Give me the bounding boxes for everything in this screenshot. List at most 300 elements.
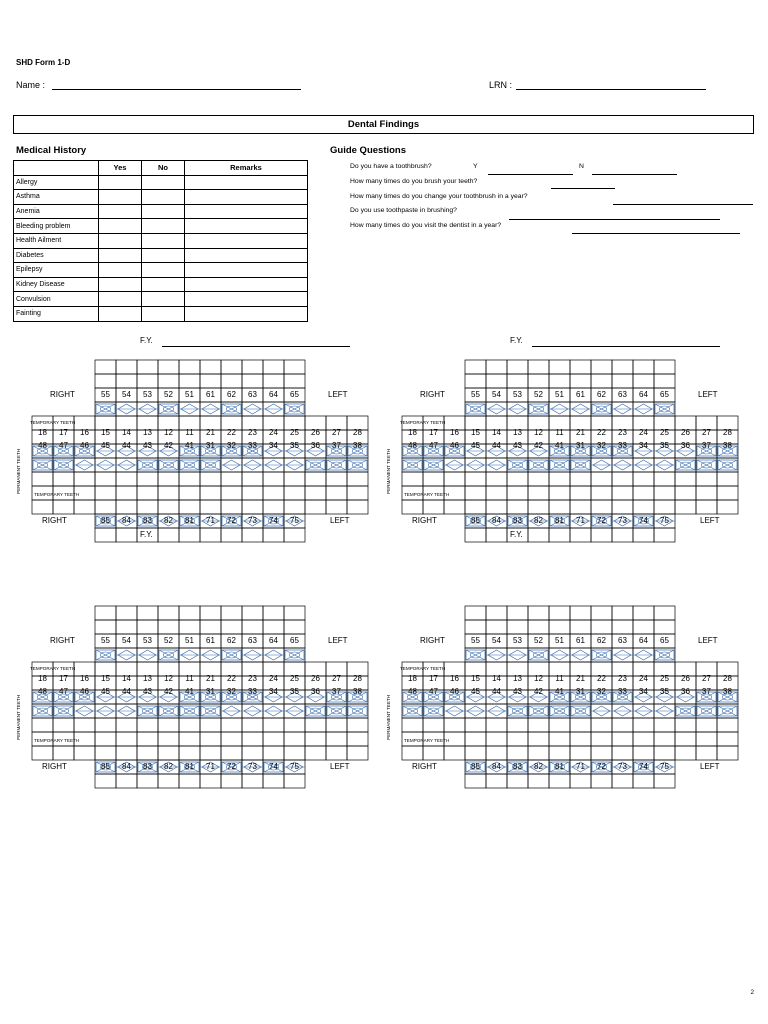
remarks-cell[interactable] <box>185 175 308 190</box>
tooth-number: 46 <box>450 441 459 450</box>
tooth-number: 28 <box>723 428 732 437</box>
tooth-number: 52 <box>164 636 173 645</box>
tooth-symbol[interactable] <box>159 706 178 716</box>
table-row <box>14 204 308 219</box>
tooth-number: 11 <box>555 428 564 437</box>
no-cell[interactable] <box>142 190 185 205</box>
condition-label: Epilepsy <box>14 263 99 278</box>
tooth-number: 11 <box>555 674 564 683</box>
tooth-number: 13 <box>513 428 522 437</box>
tooth-number: 21 <box>206 428 215 437</box>
tooth-number: 52 <box>534 636 543 645</box>
blank-header <box>14 161 99 176</box>
tooth-number: 71 <box>206 516 215 525</box>
question-dentist-visits: How many times do you visit the dentist in a year? <box>350 222 502 229</box>
tooth-symbol[interactable] <box>654 706 675 716</box>
condition-label: Asthma <box>14 190 99 205</box>
tooth-symbol[interactable] <box>633 404 654 414</box>
tooth-number: 85 <box>101 762 110 771</box>
tooth-number: 41 <box>555 687 564 696</box>
tooth-number: 33 <box>618 687 627 696</box>
tooth-symbol[interactable] <box>96 404 115 414</box>
tooth-symbol[interactable] <box>591 460 612 470</box>
tooth-symbol[interactable] <box>285 404 304 414</box>
tooth-symbol[interactable] <box>486 650 507 660</box>
tooth-symbol[interactable] <box>697 706 716 716</box>
tooth-symbol[interactable] <box>571 460 590 470</box>
tooth-symbol[interactable] <box>697 460 716 470</box>
tooth-number: 18 <box>408 674 417 683</box>
tooth-number: 73 <box>248 762 257 771</box>
tooth-number: 35 <box>290 687 299 696</box>
tooth-symbol[interactable] <box>327 460 346 470</box>
tooth-number: 63 <box>618 390 627 399</box>
no-cell[interactable] <box>142 219 185 234</box>
right-label: RIGHT <box>412 516 437 525</box>
tooth-number: 53 <box>513 636 522 645</box>
tooth-symbol[interactable] <box>403 706 422 716</box>
tooth-symbol[interactable] <box>138 460 157 470</box>
table-row <box>14 248 308 263</box>
yes-cell[interactable] <box>99 175 142 190</box>
brush-frequency-field[interactable] <box>551 188 615 189</box>
tooth-number: 51 <box>185 636 194 645</box>
tooth-number: 46 <box>80 441 89 450</box>
tooth-number: 23 <box>618 428 627 437</box>
temporary-teeth-label: TEMPORARY TEETH <box>34 492 80 497</box>
dental-chart-1 <box>10 332 370 562</box>
tooth-symbol[interactable] <box>676 460 695 470</box>
remarks-cell[interactable] <box>185 277 308 292</box>
tooth-symbol[interactable] <box>159 650 178 660</box>
tooth-symbol[interactable] <box>201 460 220 470</box>
tooth-number: 38 <box>723 687 732 696</box>
tooth-number: 14 <box>492 428 501 437</box>
right-label: RIGHT <box>420 390 445 399</box>
remarks-cell[interactable] <box>185 233 308 248</box>
tooth-symbol[interactable] <box>284 706 305 716</box>
tooth-symbol[interactable] <box>612 460 633 470</box>
no-cell[interactable] <box>142 306 185 321</box>
tooth-number: 16 <box>80 674 89 683</box>
tooth-number: 31 <box>206 441 215 450</box>
permanent-teeth-label: PERMANENT TEETH <box>16 694 21 740</box>
tooth-number: 82 <box>164 762 173 771</box>
tooth-symbol[interactable] <box>200 650 221 660</box>
tooth-symbol[interactable] <box>348 706 367 716</box>
tooth-symbol[interactable] <box>74 706 95 716</box>
no-cell[interactable] <box>142 248 185 263</box>
tooth-symbol[interactable] <box>508 460 527 470</box>
tooth-number: 15 <box>101 428 110 437</box>
tooth-symbol[interactable] <box>33 706 52 716</box>
tooth-symbol[interactable] <box>549 650 570 660</box>
tooth-number: 16 <box>450 674 459 683</box>
tooth-symbol[interactable] <box>327 706 346 716</box>
tooth-number: 33 <box>248 687 257 696</box>
tooth-symbol[interactable] <box>222 404 241 414</box>
tooth-number: 45 <box>471 687 480 696</box>
tooth-symbol[interactable] <box>242 460 263 470</box>
dental-chart-4 <box>380 578 740 808</box>
condition-label: Convulsion <box>14 292 99 307</box>
remarks-cell[interactable] <box>185 204 308 219</box>
tooth-number: 74 <box>269 762 278 771</box>
tooth-symbol[interactable] <box>159 460 178 470</box>
tooth-symbol[interactable] <box>592 650 611 660</box>
tooth-symbol[interactable] <box>424 460 443 470</box>
tooth-symbol[interactable] <box>633 460 654 470</box>
remarks-cell[interactable] <box>185 306 308 321</box>
tooth-number: 55 <box>101 390 110 399</box>
tooth-number: 84 <box>122 516 131 525</box>
no-cell[interactable] <box>142 263 185 278</box>
tooth-number: 81 <box>185 516 194 525</box>
tooth-symbol[interactable] <box>486 706 507 716</box>
tooth-number: 64 <box>639 390 648 399</box>
tooth-symbol[interactable] <box>116 706 137 716</box>
tooth-number: 48 <box>38 687 47 696</box>
question-toothpaste: Do you use toothpaste in brushing? <box>350 207 457 214</box>
tooth-symbol[interactable] <box>242 650 263 660</box>
tooth-symbol[interactable] <box>507 404 528 414</box>
tooth-symbol[interactable] <box>571 706 590 716</box>
tooth-symbol[interactable] <box>633 706 654 716</box>
tooth-symbol[interactable] <box>570 404 591 414</box>
tooth-symbol[interactable] <box>306 460 325 470</box>
tooth-number: 65 <box>290 390 299 399</box>
condition-label: Allergy <box>14 175 99 190</box>
tooth-number: 72 <box>597 516 606 525</box>
tooth-symbol[interactable] <box>549 404 570 414</box>
tooth-symbol[interactable] <box>570 650 591 660</box>
tooth-symbol[interactable] <box>116 650 137 660</box>
tooth-symbol[interactable] <box>508 706 527 716</box>
tooth-symbol[interactable] <box>138 706 157 716</box>
tooth-number: 42 <box>534 441 543 450</box>
yes-cell[interactable] <box>99 204 142 219</box>
tooth-symbol[interactable] <box>95 706 116 716</box>
lrn-field[interactable] <box>516 89 706 90</box>
tooth-symbol[interactable] <box>54 706 73 716</box>
fy-label: F.Y. <box>140 530 153 539</box>
yes-answer-field[interactable] <box>488 174 573 175</box>
tooth-symbol[interactable] <box>201 706 220 716</box>
change-toothbrush-field[interactable] <box>613 204 753 205</box>
no-answer-field[interactable] <box>592 174 677 175</box>
yes-cell[interactable] <box>99 190 142 205</box>
tooth-symbol[interactable] <box>116 460 137 470</box>
condition-label: Anemia <box>14 204 99 219</box>
yes-header: Yes <box>99 161 142 176</box>
tooth-symbol[interactable] <box>718 706 737 716</box>
tooth-number: 31 <box>576 687 585 696</box>
tooth-symbol[interactable] <box>507 650 528 660</box>
tooth-number: 14 <box>492 674 501 683</box>
tooth-symbol[interactable] <box>466 650 485 660</box>
tooth-number: 23 <box>248 674 257 683</box>
tooth-number: 24 <box>639 674 648 683</box>
tooth-symbol[interactable] <box>200 404 221 414</box>
tooth-number: 23 <box>248 428 257 437</box>
no-cell[interactable] <box>142 277 185 292</box>
tooth-number: 64 <box>269 636 278 645</box>
remarks-cell[interactable] <box>185 248 308 263</box>
tooth-number: 47 <box>429 687 438 696</box>
remarks-cell[interactable] <box>185 292 308 307</box>
tooth-number: 71 <box>576 762 585 771</box>
tooth-symbol[interactable] <box>403 460 422 470</box>
tooth-symbol[interactable] <box>676 706 695 716</box>
tooth-number: 45 <box>101 687 110 696</box>
tooth-number: 38 <box>353 441 362 450</box>
yes-option-label: Y <box>473 163 478 170</box>
tooth-symbol[interactable] <box>179 650 200 660</box>
remarks-header: Remarks <box>185 161 308 176</box>
tooth-number: 34 <box>269 687 278 696</box>
tooth-number: 21 <box>576 674 585 683</box>
tooth-number: 13 <box>143 674 152 683</box>
tooth-number: 41 <box>185 441 194 450</box>
tooth-symbol[interactable] <box>54 460 73 470</box>
tooth-symbol[interactable] <box>529 404 548 414</box>
tooth-symbol[interactable] <box>612 706 633 716</box>
tooth-number: 83 <box>513 516 522 525</box>
tooth-symbol[interactable] <box>424 706 443 716</box>
temporary-teeth-label: TEMPORARY TEETH <box>30 420 76 425</box>
tooth-symbol[interactable] <box>95 460 116 470</box>
tooth-number: 84 <box>122 762 131 771</box>
tooth-number: 63 <box>248 636 257 645</box>
tooth-number: 52 <box>534 390 543 399</box>
tooth-number: 42 <box>164 687 173 696</box>
tooth-symbol[interactable] <box>306 706 325 716</box>
tooth-symbol[interactable] <box>612 650 633 660</box>
yes-cell[interactable] <box>99 263 142 278</box>
yes-cell[interactable] <box>99 248 142 263</box>
tooth-number: 83 <box>513 762 522 771</box>
left-label: LEFT <box>330 516 350 525</box>
condition-label: Kidney Disease <box>14 277 99 292</box>
yes-cell[interactable] <box>99 233 142 248</box>
tooth-number: 54 <box>492 390 501 399</box>
tooth-number: 18 <box>408 428 417 437</box>
tooth-symbol[interactable] <box>137 404 158 414</box>
tooth-number: 48 <box>408 687 417 696</box>
tooth-number: 15 <box>101 674 110 683</box>
tooth-number: 42 <box>534 687 543 696</box>
tooth-symbol[interactable] <box>74 460 95 470</box>
tooth-number: 74 <box>269 516 278 525</box>
tooth-symbol[interactable] <box>116 404 137 414</box>
tooth-number: 44 <box>492 441 501 450</box>
tooth-number: 22 <box>597 428 606 437</box>
tooth-symbol[interactable] <box>592 404 611 414</box>
tooth-number: 75 <box>290 516 299 525</box>
yes-cell[interactable] <box>99 292 142 307</box>
tooth-number: 34 <box>639 441 648 450</box>
tooth-symbol[interactable] <box>263 706 284 716</box>
no-cell[interactable] <box>142 292 185 307</box>
tooth-number: 24 <box>639 428 648 437</box>
dentist-visits-field[interactable] <box>572 233 740 234</box>
tooth-number: 85 <box>471 762 480 771</box>
tooth-number: 32 <box>597 687 606 696</box>
tooth-symbol[interactable] <box>444 706 465 716</box>
tooth-symbol[interactable] <box>591 706 612 716</box>
tooth-symbol[interactable] <box>242 404 263 414</box>
tooth-symbol[interactable] <box>33 460 52 470</box>
tooth-symbol[interactable] <box>137 650 158 660</box>
left-label: LEFT <box>700 762 720 771</box>
tooth-symbol[interactable] <box>718 460 737 470</box>
tooth-number: 63 <box>248 390 257 399</box>
lrn-label: LRN : <box>489 80 513 90</box>
tooth-number: 51 <box>185 390 194 399</box>
tooth-symbol[interactable] <box>465 460 486 470</box>
tooth-number: 33 <box>248 441 257 450</box>
tooth-number: 35 <box>660 687 669 696</box>
tooth-symbol[interactable] <box>285 650 304 660</box>
tooth-symbol[interactable] <box>550 460 569 470</box>
remarks-cell[interactable] <box>185 190 308 205</box>
tooth-symbol[interactable] <box>180 706 199 716</box>
tooth-number: 37 <box>332 441 341 450</box>
tooth-symbol[interactable] <box>242 706 263 716</box>
tooth-number: 65 <box>660 390 669 399</box>
tooth-number: 44 <box>122 441 131 450</box>
tooth-number: 37 <box>702 441 711 450</box>
tooth-symbol[interactable] <box>486 460 507 470</box>
tooth-number: 41 <box>555 441 564 450</box>
tooth-number: 62 <box>227 390 236 399</box>
tooth-number: 31 <box>576 441 585 450</box>
tooth-symbol[interactable] <box>655 650 674 660</box>
tooth-symbol[interactable] <box>466 404 485 414</box>
yes-cell[interactable] <box>99 306 142 321</box>
yes-cell[interactable] <box>99 277 142 292</box>
tooth-number: 47 <box>429 441 438 450</box>
right-label: RIGHT <box>50 636 75 645</box>
tooth-number: 84 <box>492 762 501 771</box>
medical-history-title: Medical History <box>16 145 87 156</box>
tooth-symbol[interactable] <box>444 460 465 470</box>
right-label: RIGHT <box>42 516 67 525</box>
tooth-number: 27 <box>702 428 711 437</box>
tooth-symbol[interactable] <box>159 404 178 414</box>
tooth-symbol[interactable] <box>655 404 674 414</box>
tooth-symbol[interactable] <box>612 404 633 414</box>
table-row <box>14 277 308 292</box>
no-cell[interactable] <box>142 175 185 190</box>
fy-field[interactable] <box>162 346 350 347</box>
tooth-number: 46 <box>80 687 89 696</box>
tooth-symbol[interactable] <box>654 460 675 470</box>
tooth-symbol[interactable] <box>529 650 548 660</box>
tooth-symbol[interactable] <box>222 650 241 660</box>
tooth-symbol[interactable] <box>529 706 548 716</box>
tooth-number: 47 <box>59 687 68 696</box>
remarks-cell[interactable] <box>185 263 308 278</box>
left-label: LEFT <box>328 390 348 399</box>
tooth-number: 75 <box>290 762 299 771</box>
fy-field[interactable] <box>532 346 720 347</box>
tooth-symbol[interactable] <box>263 460 284 470</box>
tooth-symbol[interactable] <box>263 404 284 414</box>
tooth-symbol[interactable] <box>221 706 242 716</box>
tooth-number: 12 <box>164 674 173 683</box>
condition-label: Diabetes <box>14 248 99 263</box>
tooth-symbol[interactable] <box>180 460 199 470</box>
tooth-number: 41 <box>185 687 194 696</box>
tooth-number: 83 <box>143 762 152 771</box>
tooth-symbol[interactable] <box>486 404 507 414</box>
yes-cell[interactable] <box>99 219 142 234</box>
tooth-number: 53 <box>513 390 522 399</box>
tooth-number: 45 <box>101 441 110 450</box>
remarks-cell[interactable] <box>185 219 308 234</box>
tooth-number: 43 <box>513 441 522 450</box>
tooth-number: 43 <box>513 687 522 696</box>
tooth-number: 17 <box>59 674 68 683</box>
tooth-number: 81 <box>555 762 564 771</box>
tooth-symbol[interactable] <box>179 404 200 414</box>
tooth-symbol[interactable] <box>465 706 486 716</box>
tooth-number: 13 <box>513 674 522 683</box>
tooth-number: 11 <box>185 428 194 437</box>
tooth-number: 42 <box>164 441 173 450</box>
tooth-symbol[interactable] <box>550 706 569 716</box>
tooth-symbol[interactable] <box>529 460 548 470</box>
table-row <box>14 306 308 321</box>
form-id: SHD Form 1-D <box>16 58 71 67</box>
condition-label: Bleeding problem <box>14 219 99 234</box>
fy-label: F.Y. <box>140 336 153 345</box>
tooth-number: 16 <box>450 428 459 437</box>
tooth-number: 12 <box>164 428 173 437</box>
name-field[interactable] <box>52 89 301 90</box>
no-option-label: N <box>579 163 584 170</box>
toothpaste-field[interactable] <box>509 219 720 220</box>
left-label: LEFT <box>698 390 718 399</box>
tooth-number: 53 <box>143 390 152 399</box>
tooth-symbol[interactable] <box>221 460 242 470</box>
temporary-teeth-label: TEMPORARY TEETH <box>30 666 76 671</box>
no-cell[interactable] <box>142 204 185 219</box>
tooth-symbol[interactable] <box>633 650 654 660</box>
tooth-symbol[interactable] <box>284 460 305 470</box>
temporary-teeth-label: TEMPORARY TEETH <box>400 666 446 671</box>
tooth-number: 27 <box>332 428 341 437</box>
left-label: LEFT <box>330 762 350 771</box>
no-cell[interactable] <box>142 233 185 248</box>
page-number: 2 <box>750 990 754 996</box>
tooth-symbol[interactable] <box>96 650 115 660</box>
permanent-teeth-label: PERMANENT TEETH <box>16 448 21 494</box>
tooth-symbol[interactable] <box>263 650 284 660</box>
tooth-symbol[interactable] <box>348 460 367 470</box>
tooth-number: 25 <box>290 674 299 683</box>
tooth-number: 25 <box>660 674 669 683</box>
tooth-number: 21 <box>576 428 585 437</box>
tooth-number: 12 <box>534 428 543 437</box>
guide-questions-title: Guide Questions <box>330 145 407 156</box>
question-toothbrush: Do you have a toothbrush? <box>350 163 432 170</box>
tooth-number: 84 <box>492 516 501 525</box>
tooth-number: 54 <box>122 390 131 399</box>
tooth-number: 71 <box>206 762 215 771</box>
tooth-number: 75 <box>660 516 669 525</box>
